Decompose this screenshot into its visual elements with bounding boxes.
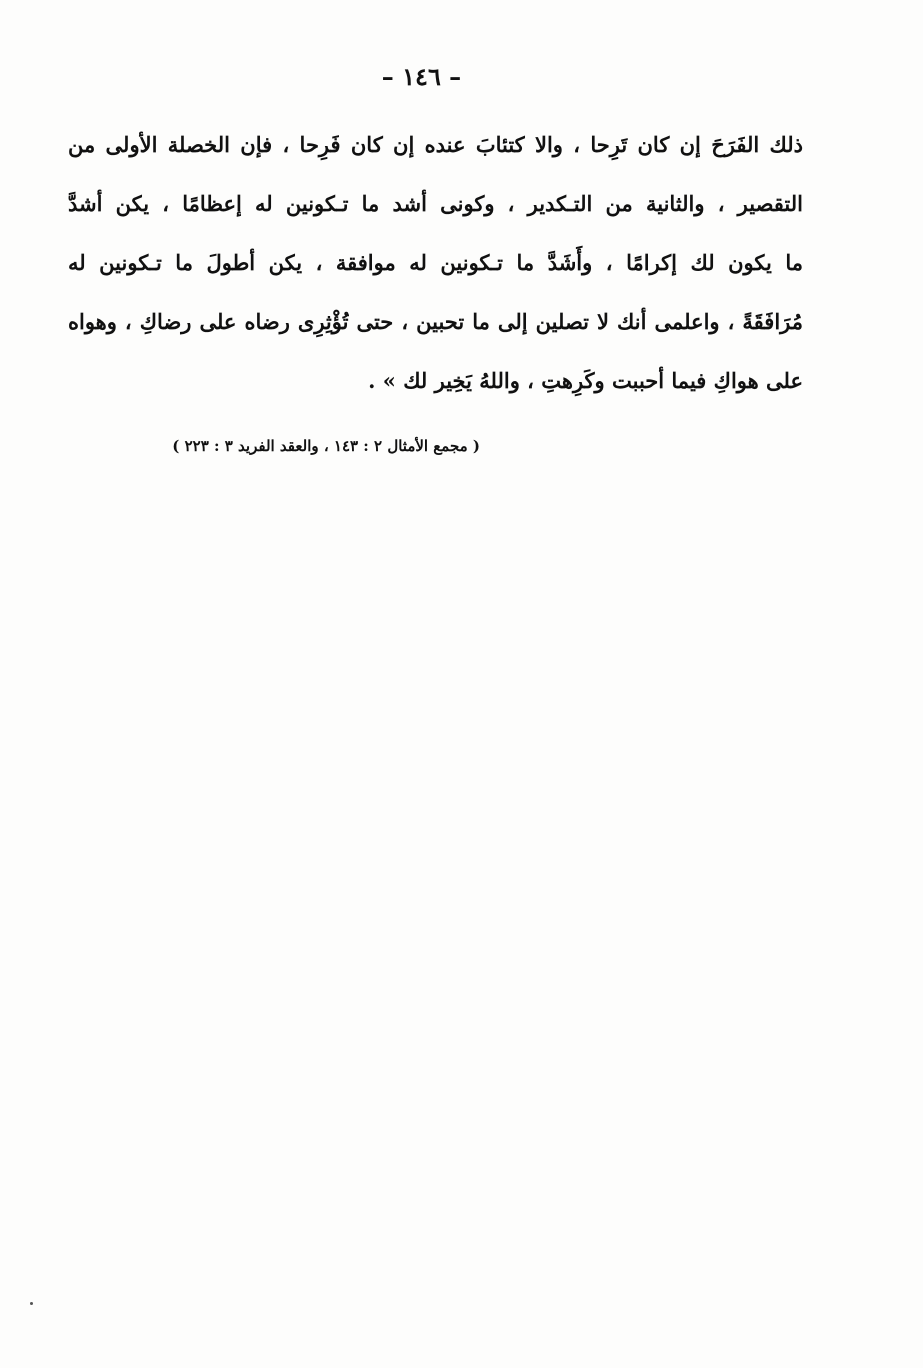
- scan-speck: [30, 1302, 33, 1305]
- text-line: التقصير ، والثانية من التـكدير ، وكونى أشد ما تـكونين له إعظامًا ، يكن أشدَّ: [68, 191, 803, 216]
- text-line: ما يكون لك إكرامًا ، وأَشَدَّ ما تـكونين له موافقة ، يكن أطولَ ما تـكونين له: [68, 250, 803, 275]
- text-line: على هواكِ فيما أحببت وكَرِهتِ ، واللهُ يَخِير لك » .: [368, 368, 803, 393]
- text-line: مُرَافَقَةً ، واعلمى أنك لا تصلين إلى ما تحبين ، حتى تُؤْثِرِى رضاه على رضاكِ ، وهواه: [68, 309, 803, 334]
- footnote-citation: ( مجمع الأمثال ٢ : ١٤٣ ، والعقد الفريد ٣ : ٢٢٣ ): [172, 437, 480, 455]
- page-number: – ١٤٦ –: [381, 62, 462, 91]
- body-text: [68, 122, 803, 417]
- text-line: ذلك الفَرَحَ إن كان تَرِحا ، والا كتئابَ عنده إن كان فَرِحا ، فإن الخصلة الأولى من: [68, 132, 803, 157]
